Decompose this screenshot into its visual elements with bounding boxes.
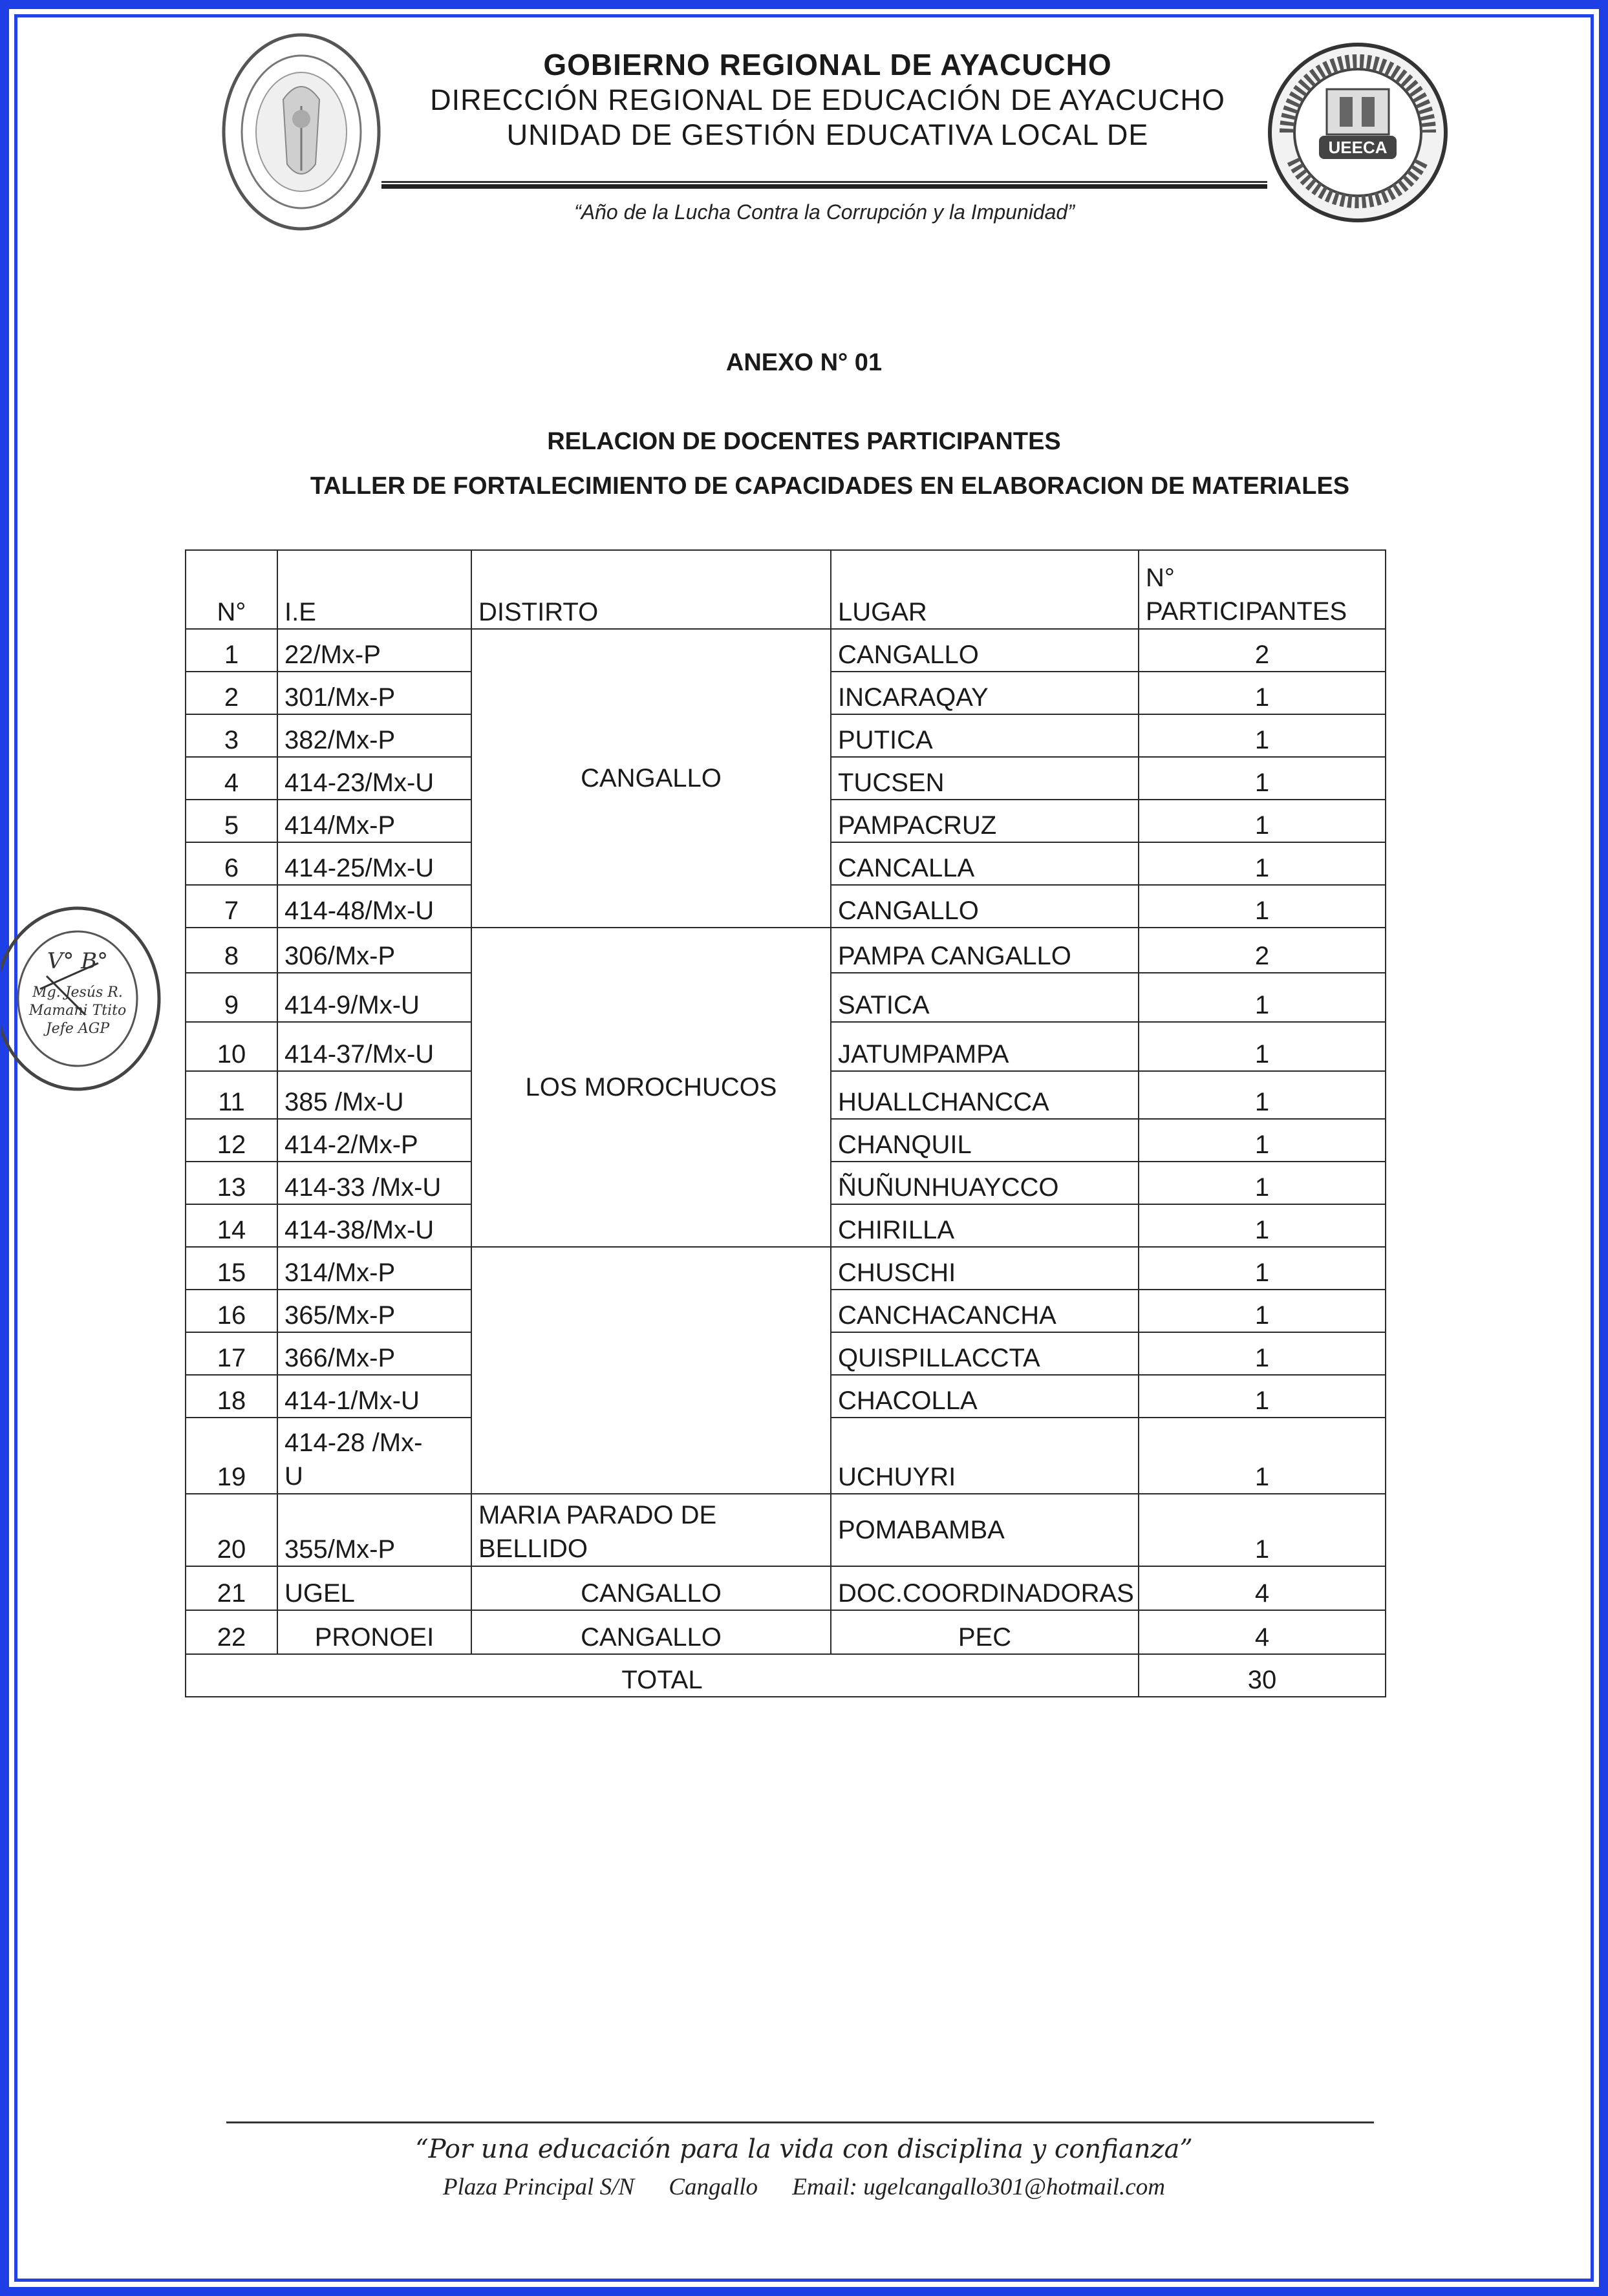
footer-email: Email: ugelcangallo301@hotmail.com bbox=[792, 2174, 1165, 2200]
row-ie bbox=[277, 1418, 471, 1494]
total-label: TOTAL bbox=[186, 1654, 1139, 1697]
row-participants: 1 bbox=[1139, 1375, 1386, 1418]
row-ie: 414-37/Mx-U bbox=[277, 1022, 471, 1071]
row-ie: UGEL bbox=[277, 1566, 471, 1610]
row-participants: 1 bbox=[1139, 1204, 1386, 1247]
row-ie-line-2: U bbox=[284, 1462, 303, 1491]
letterhead bbox=[388, 47, 1267, 153]
table-total-row bbox=[186, 1654, 1386, 1697]
row-place: PEC bbox=[831, 1610, 1139, 1654]
footer-address: Plaza Principal S/N bbox=[443, 2174, 635, 2200]
row-place: CANGALLO bbox=[831, 629, 1139, 672]
row-number: 17 bbox=[186, 1332, 277, 1375]
table-row bbox=[186, 1610, 1386, 1654]
table-header-row bbox=[186, 550, 1386, 629]
seal-center-label: UEECA bbox=[1328, 138, 1388, 157]
row-place: PUTICA bbox=[831, 714, 1139, 757]
row-place: JATUMPAMPA bbox=[831, 1022, 1139, 1071]
row-ie: 414-25/Mx-U bbox=[277, 842, 471, 885]
row-place: INCARAQAY bbox=[831, 672, 1139, 714]
district-maria-line-2: BELLIDO bbox=[478, 1535, 588, 1563]
row-place: CANGALLO bbox=[831, 885, 1139, 928]
row-participants: 1 bbox=[1139, 1332, 1386, 1375]
row-number: 13 bbox=[186, 1162, 277, 1204]
header-district: DISTIRTO bbox=[471, 550, 831, 629]
row-number: 2 bbox=[186, 672, 277, 714]
row-participants: 1 bbox=[1139, 842, 1386, 885]
row-ie: 414-1/Mx-U bbox=[277, 1375, 471, 1418]
footer-rule bbox=[226, 2121, 1374, 2123]
letterhead-line-2: DIRECCIÓN REGIONAL DE EDUCACIÓN DE AYACUCHO bbox=[430, 83, 1225, 116]
letterhead-line-3: UNIDAD DE GESTIÓN EDUCATIVA LOCAL DE bbox=[506, 118, 1149, 151]
row-number: 15 bbox=[186, 1247, 277, 1290]
stamp-role: Jefe AGP bbox=[45, 1021, 110, 1037]
row-place: ÑUÑUNHUAYCCO bbox=[831, 1162, 1139, 1204]
row-number: 20 bbox=[186, 1494, 277, 1566]
regional-government-seal bbox=[219, 28, 384, 235]
row-participants: 1 bbox=[1139, 800, 1386, 842]
row-number: 11 bbox=[186, 1071, 277, 1119]
row-participants: 1 bbox=[1139, 885, 1386, 928]
row-place: QUISPILLACCTA bbox=[831, 1332, 1139, 1375]
row-participants: 1 bbox=[1139, 757, 1386, 800]
row-participants: 1 bbox=[1139, 1418, 1386, 1494]
row-place: DOC.COORDINADORAS bbox=[831, 1566, 1139, 1610]
row-participants: 1 bbox=[1139, 1247, 1386, 1290]
table-row bbox=[186, 1494, 1386, 1566]
row-participants: 2 bbox=[1139, 928, 1386, 973]
year-motto: “Año de la Lucha Contra la Corrupción y la Impunidad” bbox=[574, 200, 1075, 224]
row-place: CHIRILLA bbox=[831, 1204, 1139, 1247]
header-ie: I.E bbox=[277, 550, 471, 629]
row-number: 16 bbox=[186, 1290, 277, 1332]
header-participants-line-1: N° bbox=[1146, 564, 1175, 592]
stamp-name-2: Mamani Ttito bbox=[28, 1003, 127, 1019]
row-district: CANGALLO bbox=[471, 1566, 831, 1610]
row-number: 8 bbox=[186, 928, 277, 973]
header-num: N° bbox=[186, 550, 277, 629]
row-ie: 301/Mx-P bbox=[277, 672, 471, 714]
header-participants bbox=[1139, 550, 1386, 629]
header-place: LUGAR bbox=[831, 550, 1139, 629]
document-subtitle-1: RELACION DE DOCENTES PARTICIPANTES bbox=[547, 428, 1061, 455]
document-subtitle-2: TALLER DE FORTALECIMIENTO DE CAPACIDADES EN ELABORACION DE MATERIALES bbox=[310, 473, 1350, 500]
row-ie: 382/Mx-P bbox=[277, 714, 471, 757]
row-participants: 4 bbox=[1139, 1566, 1386, 1610]
district-cell-empty bbox=[471, 1247, 831, 1494]
table-row bbox=[186, 1247, 1386, 1290]
row-participants: 1 bbox=[1139, 1022, 1386, 1071]
row-participants: 1 bbox=[1139, 1162, 1386, 1204]
annex-title: ANEXO N° 01 bbox=[725, 349, 883, 376]
row-ie: 366/Mx-P bbox=[277, 1332, 471, 1375]
row-place: CANCHACANCHA bbox=[831, 1290, 1139, 1332]
row-ie: 414-38/Mx-U bbox=[277, 1204, 471, 1247]
row-participants: 1 bbox=[1139, 1119, 1386, 1162]
table-row bbox=[186, 928, 1386, 973]
row-ie: 314/Mx-P bbox=[277, 1247, 471, 1290]
row-participants: 1 bbox=[1139, 973, 1386, 1022]
row-district: CANGALLO bbox=[471, 1610, 831, 1654]
row-participants: 1 bbox=[1139, 672, 1386, 714]
total-value: 30 bbox=[1139, 1654, 1386, 1697]
district-maria-line-1: MARIA PARADO DE bbox=[478, 1501, 717, 1529]
row-ie: 414-2/Mx-P bbox=[277, 1119, 471, 1162]
row-number: 3 bbox=[186, 714, 277, 757]
row-ie: 365/Mx-P bbox=[277, 1290, 471, 1332]
participants-table bbox=[185, 549, 1386, 1697]
row-number: 4 bbox=[186, 757, 277, 800]
row-place: CANCALLA bbox=[831, 842, 1139, 885]
table-row bbox=[186, 1566, 1386, 1610]
district-cell-maria-parado bbox=[471, 1494, 831, 1566]
row-participants: 1 bbox=[1139, 1290, 1386, 1332]
stamp-vb: V° B° bbox=[47, 948, 109, 974]
row-number: 19 bbox=[186, 1418, 277, 1494]
row-place: PAMPACRUZ bbox=[831, 800, 1139, 842]
row-ie: 306/Mx-P bbox=[277, 928, 471, 973]
row-number: 14 bbox=[186, 1204, 277, 1247]
row-place: PAMPA CANGALLO bbox=[831, 928, 1139, 973]
row-number: 12 bbox=[186, 1119, 277, 1162]
row-participants: 1 bbox=[1139, 714, 1386, 757]
row-number: 18 bbox=[186, 1375, 277, 1418]
row-place: UCHUYRI bbox=[831, 1418, 1139, 1494]
header-participants-line-2: PARTICIPANTES bbox=[1146, 597, 1347, 626]
row-ie: 385 /Mx-U bbox=[277, 1071, 471, 1119]
row-place: CHUSCHI bbox=[831, 1247, 1139, 1290]
row-ie: 355/Mx-P bbox=[277, 1494, 471, 1566]
approval-stamp bbox=[1, 892, 164, 1105]
row-ie: 414-9/Mx-U bbox=[277, 973, 471, 1022]
row-number: 7 bbox=[186, 885, 277, 928]
stamp-name-1: Mg. Jesús R. bbox=[32, 984, 123, 1001]
row-ie: 414-33 /Mx-U bbox=[277, 1162, 471, 1204]
row-ie-line-1: 414-28 /Mx- bbox=[284, 1429, 423, 1457]
executing-unit-seal bbox=[1267, 37, 1448, 228]
row-place: TUCSEN bbox=[831, 757, 1139, 800]
row-number: 21 bbox=[186, 1566, 277, 1610]
row-ie: PRONOEI bbox=[277, 1610, 471, 1654]
row-place: CHACOLLA bbox=[831, 1375, 1139, 1418]
row-number: 22 bbox=[186, 1610, 277, 1654]
row-place: CHANQUIL bbox=[831, 1119, 1139, 1162]
footer-city: Cangallo bbox=[669, 2174, 758, 2200]
table-row bbox=[186, 629, 1386, 672]
footer-motto: “Por una educación para la vida con disciplina y confianza” bbox=[415, 2134, 1193, 2164]
row-participants: 4 bbox=[1139, 1610, 1386, 1654]
footer-contact bbox=[0, 2173, 1608, 2201]
row-ie: 414/Mx-P bbox=[277, 800, 471, 842]
row-number: 9 bbox=[186, 973, 277, 1022]
district-cell-cangallo: CANGALLO bbox=[471, 629, 831, 928]
district-cell-los-morochucos: LOS MOROCHUCOS bbox=[471, 928, 831, 1247]
row-place: HUALLCHANCCA bbox=[831, 1071, 1139, 1119]
letterhead-rule bbox=[381, 181, 1267, 189]
row-participants: 1 bbox=[1139, 1071, 1386, 1119]
row-number: 5 bbox=[186, 800, 277, 842]
row-number: 6 bbox=[186, 842, 277, 885]
letterhead-title: GOBIERNO REGIONAL DE AYACUCHO bbox=[543, 48, 1112, 81]
row-ie: 414-23/Mx-U bbox=[277, 757, 471, 800]
row-participants: 1 bbox=[1139, 1494, 1386, 1566]
row-ie: 22/Mx-P bbox=[277, 629, 471, 672]
row-place: SATICA bbox=[831, 973, 1139, 1022]
row-place: POMABAMBA bbox=[831, 1494, 1139, 1566]
row-number: 1 bbox=[186, 629, 277, 672]
row-number: 10 bbox=[186, 1022, 277, 1071]
row-participants: 2 bbox=[1139, 629, 1386, 672]
row-ie: 414-48/Mx-U bbox=[277, 885, 471, 928]
